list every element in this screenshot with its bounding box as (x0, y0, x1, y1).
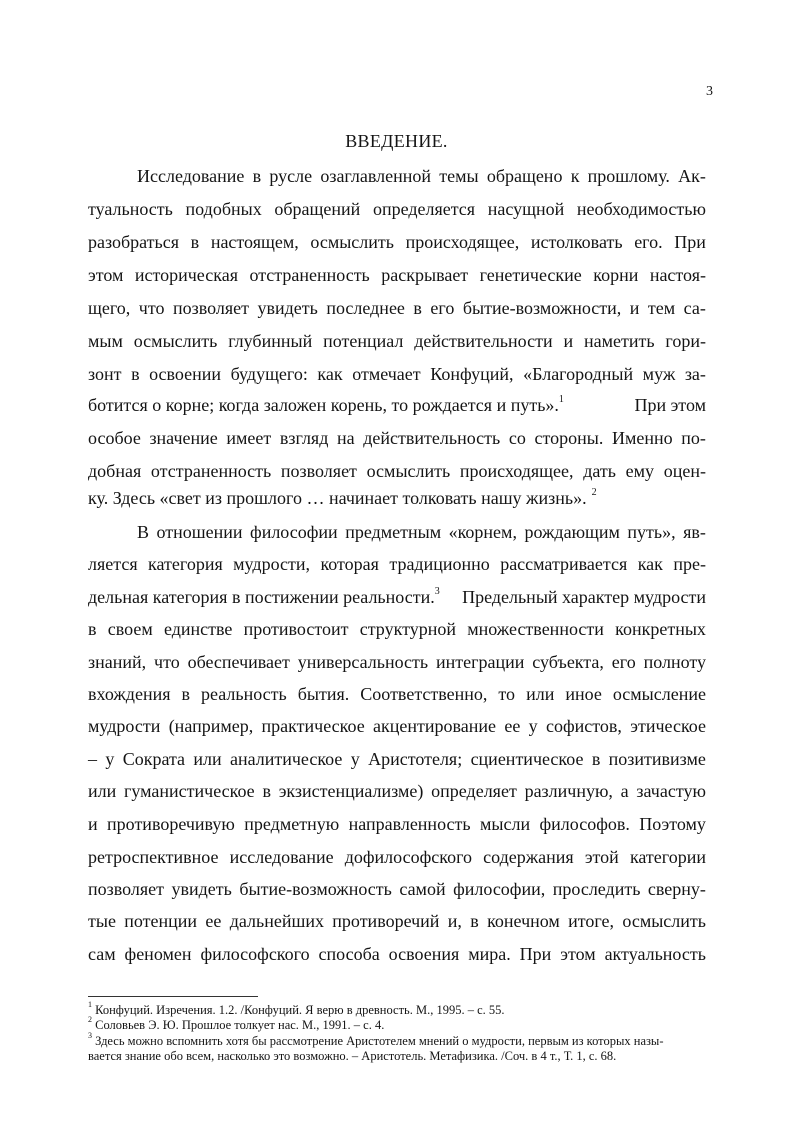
word: разобраться (88, 232, 180, 252)
word: к (570, 166, 580, 186)
word: позволяет (280, 461, 357, 481)
word: у (528, 716, 538, 736)
word: философии, (453, 879, 546, 899)
word: этом (560, 944, 596, 964)
word: Конфуций, (430, 364, 514, 384)
word: мудрости, (233, 554, 311, 574)
word: которая (320, 554, 379, 574)
word: имеет (226, 428, 272, 448)
word: феномен (124, 944, 192, 964)
word: в (131, 364, 140, 384)
word: у (105, 749, 115, 769)
word: раскрывает (381, 265, 469, 285)
word: универсальность (297, 652, 429, 672)
word: а (620, 781, 629, 801)
word: бытия. (297, 684, 350, 704)
word: в (88, 619, 97, 639)
word: интеграции (436, 652, 525, 672)
word: увидеть (171, 879, 232, 899)
word: сциентическое (470, 749, 584, 769)
word: Именно (611, 428, 673, 448)
word: происходящее, (459, 461, 574, 481)
footnote-number: 2 (88, 1014, 92, 1024)
word: подобных (185, 199, 262, 219)
word: предметную (244, 814, 340, 834)
word: потенции (124, 911, 198, 931)
word: туальность (88, 199, 173, 219)
word: реальность (201, 684, 287, 704)
word: со (508, 428, 526, 448)
word: различную, (524, 781, 613, 801)
word: сам (88, 944, 116, 964)
text-line (88, 841, 706, 874)
word: освоения (388, 944, 460, 964)
word: происходящее, (405, 232, 520, 252)
word: и (563, 331, 574, 351)
word: путь», (627, 522, 676, 542)
word: глубинный (228, 331, 313, 351)
word: увидеть (257, 298, 318, 318)
word: гуманистическое (124, 781, 255, 801)
word: в (413, 298, 422, 318)
word: этой (584, 847, 619, 867)
footnote-text: вается знание обо всем, насколько это возможно. – Аристотель. Метафизика. /Соч. в 4 т., Т. 1, с. 68. (88, 1049, 617, 1063)
word: как (317, 364, 343, 384)
footnote-ref: 2 (591, 487, 597, 498)
footnote-separator (88, 996, 258, 997)
text-line (88, 482, 706, 515)
word: осмыслить (366, 461, 451, 481)
word: муж (642, 364, 676, 384)
word: его (430, 298, 455, 318)
word: своем (107, 619, 153, 639)
word: в (252, 166, 262, 186)
word: в (190, 232, 200, 252)
word: отношении (156, 522, 243, 542)
word: обращений (274, 199, 361, 219)
word: стороны. (534, 428, 604, 448)
word: (например, (168, 716, 254, 736)
word: тем (647, 298, 676, 318)
word: русле (269, 166, 313, 186)
word: или (193, 749, 222, 769)
word: или (526, 684, 555, 704)
word: отмечает (352, 364, 421, 384)
text-line (88, 422, 706, 455)
word: способа (318, 944, 380, 964)
word: софистов, (546, 716, 622, 736)
word: зонт (88, 364, 122, 384)
word: «Благородный (523, 364, 634, 384)
word: При (674, 232, 706, 252)
footnote (88, 999, 718, 1017)
page-number: 3 (706, 84, 713, 99)
word: историческая (134, 265, 238, 285)
word: структурной (359, 619, 456, 639)
word: позволяет (172, 298, 249, 318)
text-line (137, 160, 706, 193)
word: Аристотеля; (368, 749, 463, 769)
word: бытие-возможность (239, 879, 392, 899)
word: дальнейших (229, 911, 324, 931)
word: освоении (149, 364, 222, 384)
word: оцен- (663, 461, 706, 481)
word: конкретных (615, 619, 706, 639)
word: категория (148, 554, 223, 574)
word: озаглавленной (320, 166, 431, 186)
word: дать (583, 461, 616, 481)
word: практическое (261, 716, 365, 736)
word: и (88, 814, 98, 834)
word: на (337, 428, 355, 448)
text-segment: Предельный характер мудрости (462, 587, 706, 607)
word: Сократа (122, 749, 186, 769)
word: са- (683, 298, 706, 318)
footnote-text: Соловьев Э. Ю. Прошлое толкует нас. М., 1991. – с. 4. (95, 1018, 385, 1032)
text-line (88, 259, 706, 292)
word: определяется (372, 199, 476, 219)
word: генетические (479, 265, 582, 285)
word: этическое (630, 716, 706, 736)
word: в (470, 911, 479, 931)
word: предметным (345, 522, 442, 542)
text-line (88, 389, 706, 422)
word: ее (205, 911, 222, 931)
word: ретроспективное (88, 847, 219, 867)
text-segment: дельная категория в постижении реальности.$^3$ (88, 586, 440, 607)
word: в (591, 749, 601, 769)
text-line (137, 516, 706, 549)
word: направленность (348, 814, 471, 834)
text-line (88, 193, 706, 226)
word: щего, (88, 298, 131, 318)
word: осмысление (612, 684, 706, 704)
word: как (637, 554, 663, 574)
word: противоречий (332, 911, 440, 931)
text-line (88, 581, 706, 614)
text-line (88, 292, 706, 325)
word: отстраненность (249, 265, 370, 285)
text-line (88, 808, 706, 841)
word: традиционно (389, 554, 490, 574)
footnote (88, 1049, 718, 1063)
page-title: ВВЕДЕНИЕ. (345, 131, 448, 151)
word: особое (88, 428, 141, 448)
word: и, (447, 911, 462, 931)
word: В (137, 522, 150, 542)
word: содержания (483, 847, 574, 867)
word: акцентирование (373, 716, 497, 736)
word: При (519, 944, 552, 964)
word: позволяет (88, 879, 164, 899)
word: иное (565, 684, 602, 704)
text-segment: ботится о корне; когда заложен корень, то рождается и путь».$^1$ (88, 394, 564, 415)
word: философов. (539, 814, 630, 834)
word: последнее (326, 298, 405, 318)
word: осмыслить (310, 232, 394, 252)
word: действительности (414, 331, 553, 351)
word: обеспечивает (187, 652, 290, 672)
word: аналитическое (229, 749, 343, 769)
word: мудрости (88, 716, 161, 736)
word: Соответственно, (360, 684, 488, 704)
word: знаний, (88, 652, 147, 672)
word: его. (634, 232, 663, 252)
word: категории (629, 847, 706, 867)
word: актуальность (604, 944, 706, 964)
footnote-number: 1 (88, 999, 92, 1009)
text-line (88, 646, 706, 679)
word: обращено (486, 166, 563, 186)
text-line (88, 873, 706, 906)
word: потенциал (323, 331, 404, 351)
text-line (88, 226, 706, 259)
word: необходимостью (576, 199, 706, 219)
footnote-ref: 1 (558, 394, 564, 405)
word: самой (399, 879, 446, 899)
word: корни (593, 265, 639, 285)
word: единстве (163, 619, 233, 639)
word: полноту (643, 652, 706, 672)
word: вхождения (88, 684, 171, 704)
word: проследить (552, 879, 641, 899)
word: насущной (487, 199, 565, 219)
word: множественности (467, 619, 604, 639)
word: то (498, 684, 516, 704)
word: настоя- (649, 265, 706, 285)
word: темы (439, 166, 479, 186)
word: Исследование (137, 166, 245, 186)
text-line (88, 775, 706, 808)
word: за- (684, 364, 706, 384)
text-line (88, 905, 706, 938)
word: философии (250, 522, 338, 542)
word: определяет (431, 781, 517, 801)
word: философского (200, 944, 310, 964)
word: рождающим (524, 522, 620, 542)
word: конечном (487, 911, 560, 931)
footnote-text: Конфуций. Изречения. 1.2. /Конфуций. Я верю в древность. М., 1995. – с. 55. (95, 1003, 505, 1017)
word: взгляд (279, 428, 329, 448)
footnote-text: Здесь можно вспомнить хотя бы рассмотрение Аристотелем мнений о мудрости, первым из которых назы- (95, 1034, 664, 1048)
word: позитивизме (608, 749, 706, 769)
text-line (88, 613, 706, 646)
word: истолковать (530, 232, 623, 252)
text-line (88, 710, 706, 743)
word: этом (88, 265, 124, 285)
text-line (88, 743, 706, 776)
text-line (88, 358, 706, 391)
word: настоящем, (210, 232, 299, 252)
text-line (88, 678, 706, 711)
word: пре- (673, 554, 706, 574)
word: тые (88, 911, 116, 931)
word: добная (88, 461, 142, 481)
word: субъекта, (532, 652, 604, 672)
word: противостоит (243, 619, 349, 639)
footnote-number: 3 (88, 1030, 92, 1040)
word: будущего: (230, 364, 308, 384)
word: ее (504, 716, 521, 736)
word: противоречивую (107, 814, 235, 834)
word: мым (88, 331, 123, 351)
word: гори- (665, 331, 706, 351)
word: значение (149, 428, 218, 448)
footnote (88, 1030, 718, 1048)
word: бытие-возможности, (462, 298, 622, 318)
word: что (154, 652, 180, 672)
word: наметить (583, 331, 655, 351)
word: Ак- (678, 166, 706, 186)
word: ему (625, 461, 655, 481)
footnote (88, 1014, 718, 1032)
word: в (262, 781, 271, 801)
word: «корнем, (448, 522, 517, 542)
word: что (138, 298, 165, 318)
word: у (350, 749, 360, 769)
word: мира. (468, 944, 511, 964)
text-segment: При этом (634, 395, 706, 415)
word: осмыслить (622, 911, 706, 931)
word: действительность (363, 428, 501, 448)
word: экзистенциализме) (278, 781, 424, 801)
word: его (611, 652, 636, 672)
word: ляется (88, 554, 138, 574)
word: мысли (480, 814, 531, 834)
word: по- (681, 428, 706, 448)
text-line (88, 938, 706, 971)
word: отстраненность (150, 461, 272, 481)
word: прошлому. (587, 166, 670, 186)
word: яв- (683, 522, 706, 542)
word: дофилософского (344, 847, 473, 867)
footnote-ref: 3 (434, 586, 440, 597)
word: или (88, 781, 117, 801)
word: Поэтому (639, 814, 706, 834)
word: осмыслить (133, 331, 218, 351)
word: – (88, 749, 97, 769)
word: сверну- (647, 879, 706, 899)
word: зачастую (636, 781, 706, 801)
word: рассматривается (500, 554, 628, 574)
text-line (88, 548, 706, 581)
text-line (88, 325, 706, 358)
word: и (629, 298, 640, 318)
word: исследование (229, 847, 334, 867)
word: итоге, (568, 911, 615, 931)
word: в (181, 684, 191, 704)
text-segment: ку. Здесь «свет из прошлого … начинает толковать нашу жизнь». $^2$ (88, 487, 597, 508)
